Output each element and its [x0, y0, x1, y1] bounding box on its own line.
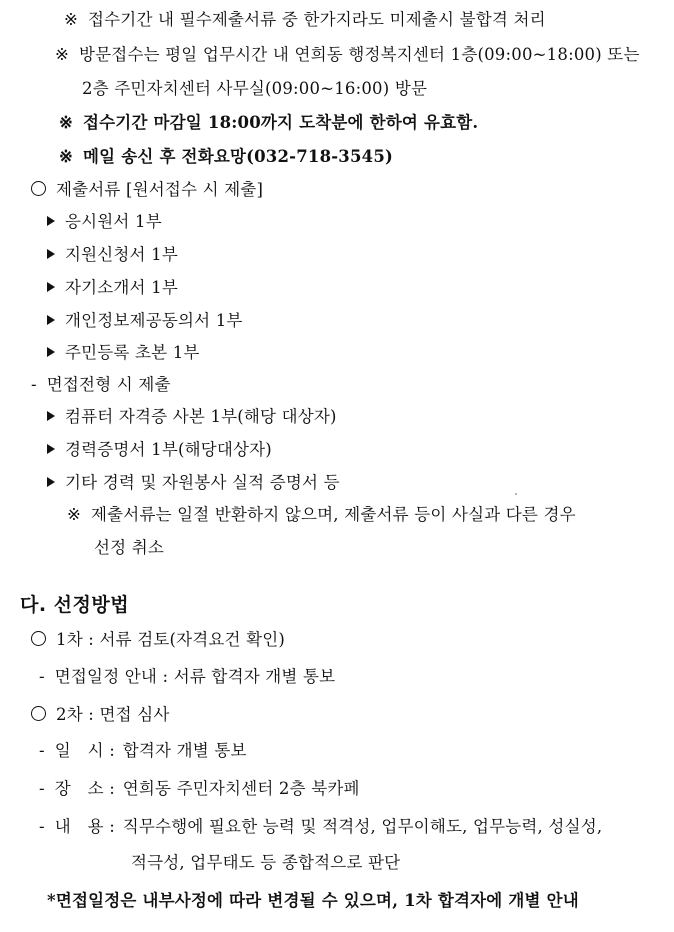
- place-line: - 장 소 : 연희동 주민자치센터 2층 북카페: [39, 779, 360, 798]
- list-item: 응시원서 1부: [47, 212, 162, 232]
- content-line: - 내 용 : 직무수행에 필요한 능력 및 적격성, 업무이해도, 업무능력, 성실성,: [39, 817, 603, 836]
- list-item: 기타 경력 및 자원봉사 실적 증명서 등: [47, 473, 340, 493]
- triangle-bullet-icon: [47, 282, 55, 292]
- note-line: [59, 113, 478, 133]
- triangle-bullet-icon: [47, 249, 55, 259]
- list-item: 개인정보제공동의서 1부: [47, 311, 243, 331]
- note-mark: ※: [59, 113, 74, 132]
- note-mark: ※: [67, 505, 82, 524]
- note-line-continued: [82, 79, 427, 99]
- round2-line: 2차 : 면접 심사: [31, 705, 170, 725]
- note-line-continued: 선정 취소: [94, 538, 165, 557]
- note-line: ※ 제출서류는 일절 반환하지 않으며, 제출서류 등이 사실과 다른 경우: [67, 505, 576, 524]
- dash-mark: -: [39, 779, 45, 798]
- note-text: 방문접수는 평일 업무시간 내 연희동 행정복지센터 1층(09:00~18:00) 또는: [79, 45, 640, 64]
- note-line: [59, 147, 393, 167]
- dash-mark: -: [39, 741, 45, 760]
- dash-mark: -: [39, 667, 45, 686]
- interview-documents-heading: - 면접전형 시 제출: [31, 375, 171, 394]
- triangle-bullet-icon: [47, 315, 55, 325]
- note-text: 메일 송신 후 전화요망(032-718-3545): [83, 147, 394, 166]
- list-item: 컴퓨터 자격증 사본 1부(해당 대상자): [47, 407, 337, 427]
- triangle-bullet-icon: [47, 347, 55, 357]
- footnote: *면접일정은 내부사정에 따라 변경될 수 있으며, 1차 합격자에 개별 안내: [47, 891, 579, 910]
- note-line: [55, 45, 640, 65]
- documents-heading: 제출서류 [원서접수 시 제출]: [31, 180, 263, 200]
- note-text: 접수기간 마감일 18:00까지 도착분에 한하여 유효함.: [83, 113, 479, 132]
- note-text: 접수기간 내 필수제출서류 중 한가지라도 미제출시 불합격 처리: [88, 10, 546, 29]
- note-mark: ※: [64, 10, 79, 29]
- content-line-continued: 적극성, 업무태도 등 종합적으로 판단: [131, 853, 401, 872]
- dash-mark: -: [31, 375, 37, 394]
- note-text: 2층 주민자치센터 사무실(09:00~16:00) 방문: [82, 79, 428, 98]
- triangle-bullet-icon: [47, 411, 55, 421]
- note-mark: ※: [59, 147, 74, 166]
- dash-mark: -: [39, 817, 45, 836]
- round1-line: 1차 : 서류 검토(자격요건 확인): [31, 630, 285, 650]
- section-heading: 다. 선정방법: [20, 594, 130, 616]
- triangle-bullet-icon: [47, 477, 55, 487]
- note-line: [64, 10, 546, 30]
- speck: [515, 493, 517, 495]
- circle-icon: [31, 706, 46, 721]
- list-item: 자기소개서 1부: [47, 278, 178, 298]
- triangle-bullet-icon: [47, 216, 55, 226]
- list-item: 주민등록 초본 1부: [47, 343, 200, 363]
- list-item: 경력증명서 1부(해당대상자): [47, 440, 272, 460]
- circle-icon: [31, 181, 46, 196]
- round1-sub-line: - 면접일정 안내 : 서류 합격자 개별 통보: [39, 667, 336, 686]
- list-item: 지원신청서 1부: [47, 245, 178, 265]
- schedule-line: - 일 시 : 합격자 개별 통보: [39, 741, 247, 760]
- circle-icon: [31, 631, 46, 646]
- note-mark: ※: [55, 45, 70, 64]
- triangle-bullet-icon: [47, 444, 55, 454]
